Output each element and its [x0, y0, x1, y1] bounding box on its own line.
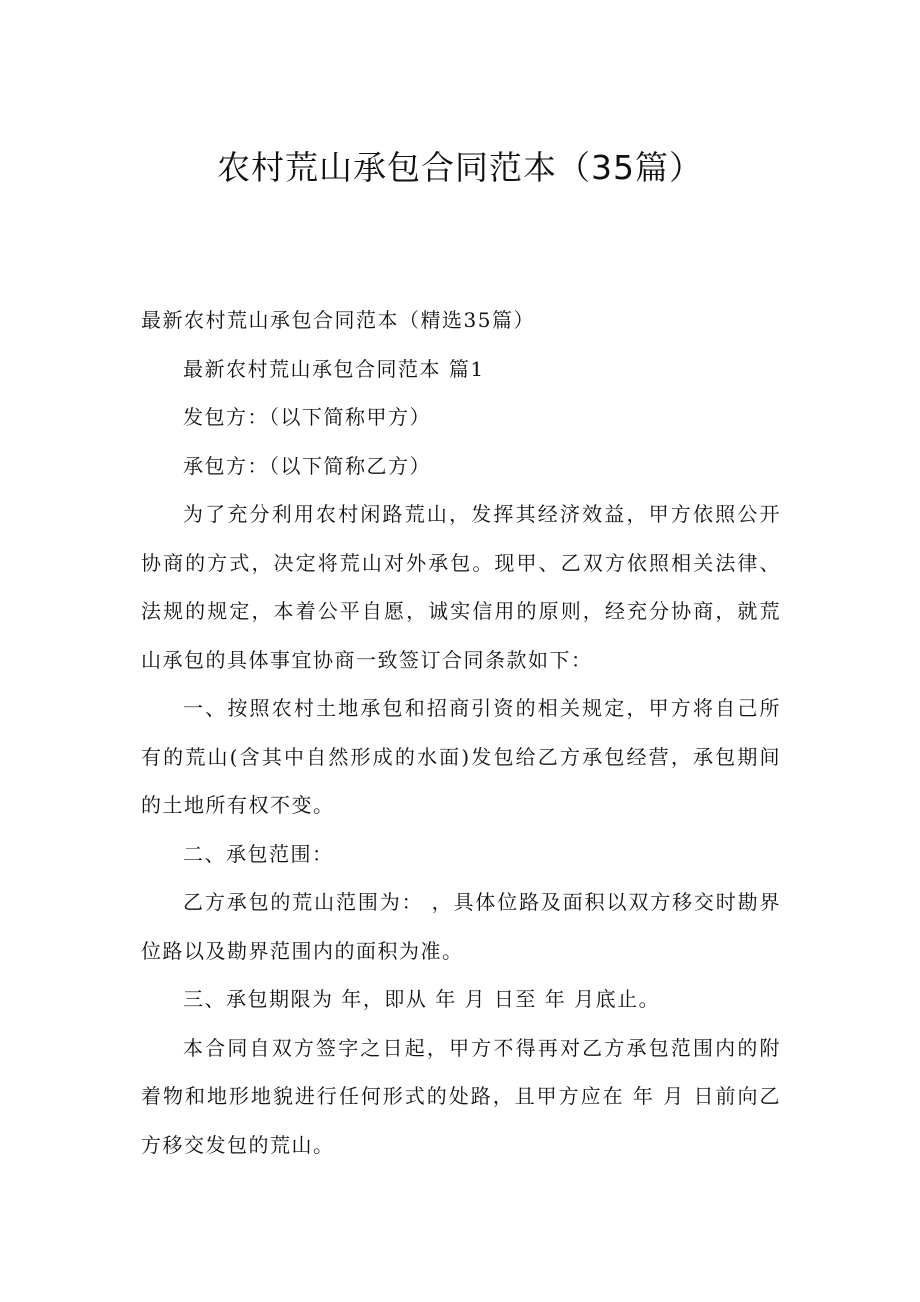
document-title: 农村荒山承包合同范本（35篇） — [217, 148, 703, 187]
paragraph: 三、承包期限为 年，即从 年 月 日至 年 月底止。 — [183, 987, 661, 1011]
paragraph: 一、按照农村土地承包和招商引资的相关规定，甲方将自己所有的荒山(含其中自然形成的水面)发包给乙方承包经营，承包期间的土地所有权不变。 — [141, 696, 781, 817]
paragraph: 最新农村荒山承包合同范本 篇1 — [183, 356, 485, 381]
paragraph: 二、承包范围： — [183, 841, 334, 866]
paragraph: 最新农村荒山承包合同范本（精选35篇） — [141, 308, 535, 332]
paragraph: 为了充分利用农村闲路荒山，发挥其经济效益，甲方依照公开协商的方式，决定将荒山对外承包。现甲、乙双方依照相关法律、法规的规定，本着公平自愿，诚实信用的原则，经充分协商，就荒山承包的具体事宜协商一致签订合同条款如下： — [141, 502, 781, 672]
paragraph: 本合同自双方签字之日起，甲方不得再对乙方承包范围内的附着物和地形地貌进行任何形式的处路，且甲方应在 年 月 日前向乙方移交发包的荒山。 — [141, 1035, 781, 1157]
paragraph: 承包方：（以下简称乙方） — [183, 453, 431, 478]
paragraph: 乙方承包的荒山范围为： ，具体位路及面积以双方移交时勘界位路以及勘界范围内的面积为准。 — [141, 890, 781, 963]
document-body — [141, 296, 781, 1169]
paragraph: 发包方：（以下简称甲方） — [183, 405, 431, 429]
